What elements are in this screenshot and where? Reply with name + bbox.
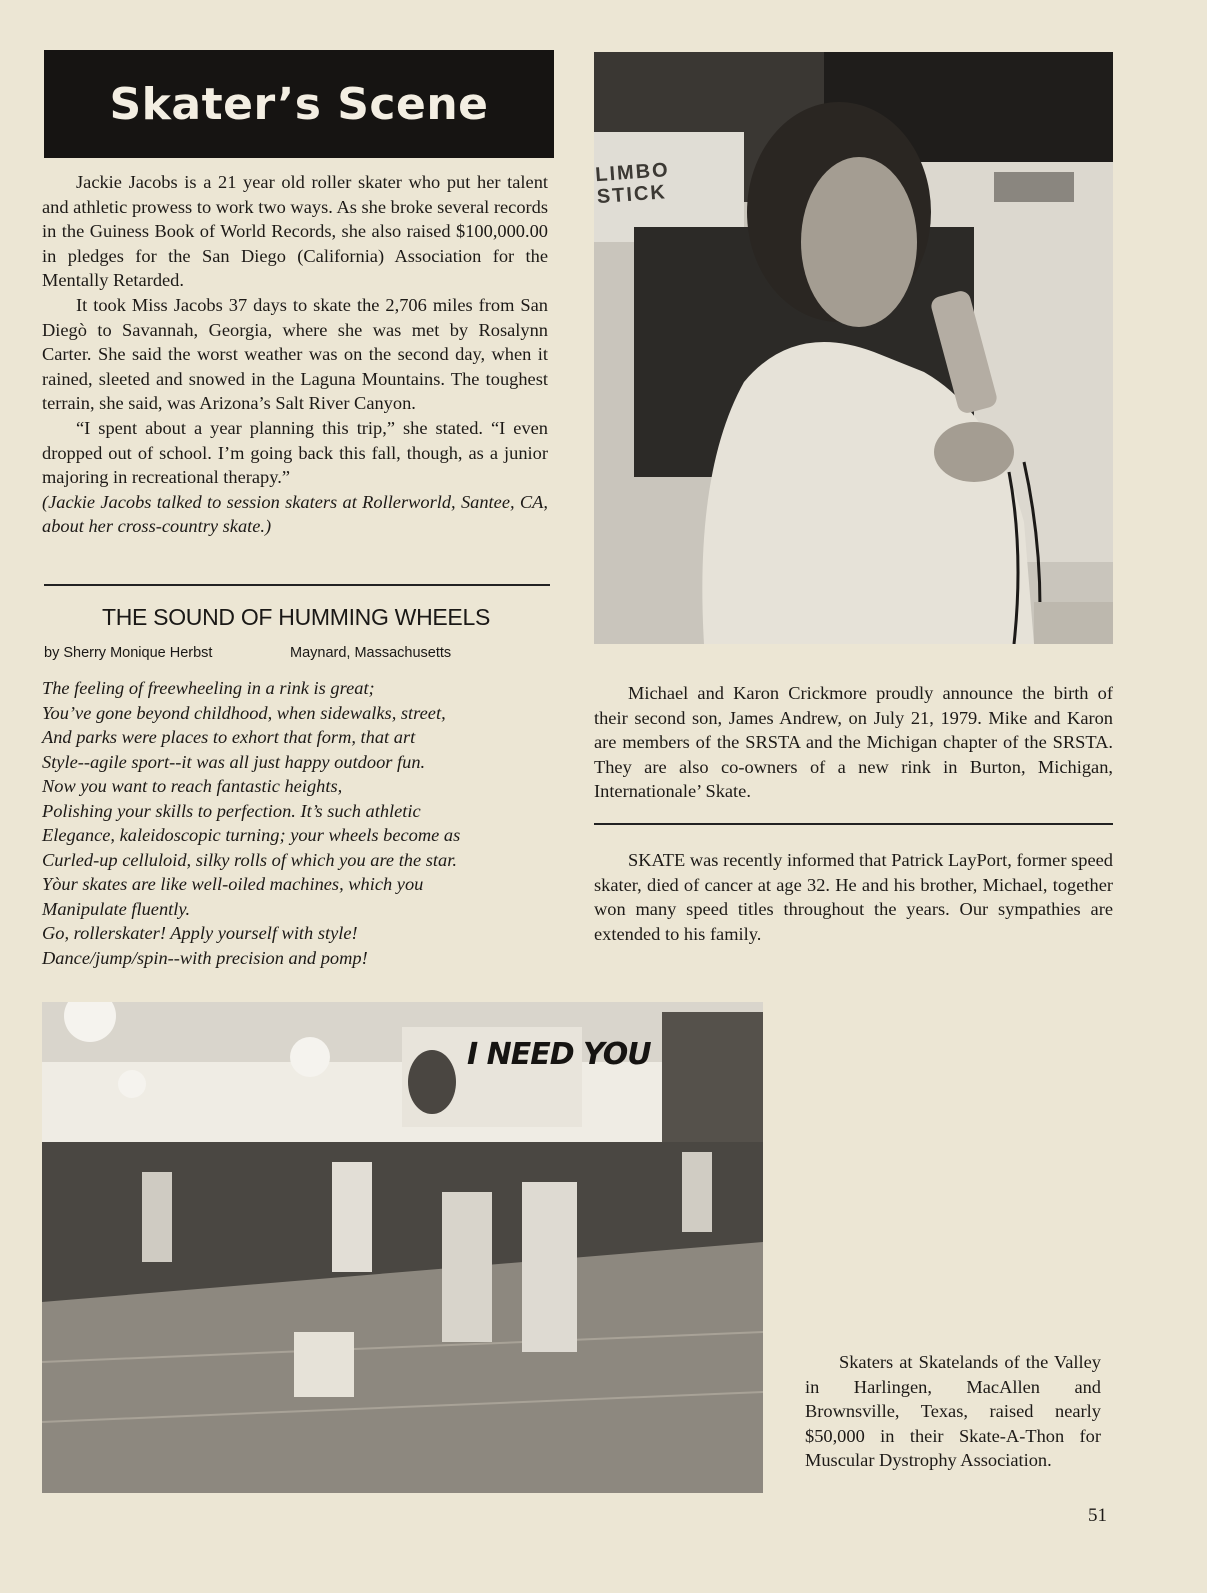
poem-line: Go, rollerskater! Apply yourself with style! — [42, 923, 358, 943]
photo-woman-microphone-image — [594, 52, 1113, 644]
poem-line: Yòur skates are like well-oiled machines, which you — [42, 874, 424, 894]
article-jackie-jacobs — [42, 170, 548, 539]
poem-line: Dance/jump/spin--with precision and pomp! — [42, 947, 368, 968]
poem-line: And parks were places to exhort that form, that art — [42, 727, 416, 747]
rink-caption: Skaters at Skatelands of the Valley in Harlingen, MacAllen and Brownsville, Texas, raised nearly $50,000 in their Skate-A-Thon for Muscular Dystrophy Association. — [805, 1352, 1101, 1471]
photo-roller-rink — [42, 1002, 763, 1493]
poem-line: Now you want to reach fantastic heights, — [42, 776, 343, 796]
article-caption: (Jackie Jacobs talked to session skaters at Rollerworld, Santee, CA, about her cross-country skate.) — [42, 491, 548, 537]
section-title: Skater’s Scene — [109, 78, 489, 130]
poem-line: You’ve gone beyond childhood, when sidewalks, street, — [42, 702, 446, 723]
poem-line: Polishing your skills to perfection. It’s such athletic — [42, 800, 421, 821]
poem-line: Style--agile sport--it was all just happy outdoor fun. — [42, 751, 426, 772]
photo-sign-text: LIMBO STICK — [594, 159, 671, 209]
poem-line: Curled-up celluloid, silky rolls of which you are the star. — [42, 849, 457, 870]
poem-line: Manipulate fluently. — [42, 898, 191, 919]
divider — [44, 584, 550, 586]
photo-roller-rink-image — [42, 1002, 763, 1493]
section-title-box — [44, 50, 554, 158]
divider — [594, 823, 1113, 825]
rink-banner-text: I NEED YOU — [467, 1037, 651, 1072]
article-paragraph: “I spent about a year planning this trip,” she stated. “I even dropped out of school. I’m going back this fall, though, as a junior majoring in recreational therapy.” — [42, 417, 548, 488]
article-paragraph: It took Miss Jacobs 37 days to skate the 2,706 miles from San Diegò to Savannah, Georgia, where she was met by Rosalynn Carter. She said the worst weather was on the second day, when it rained, sleeted and snowed in the Laguna Mountains. The toughest terrain, she said, was Arizona’s Salt River Canyon. — [42, 294, 548, 414]
article-paragraph: Jackie Jacobs is a 21 year old roller skater who put her talent and athletic prowess to work two ways. As she broke several records in the Guiness Book of World Records, she also raised $100,000.00 in pledges for the San Diego (California) Association for the Mentally Retarded. — [42, 172, 548, 291]
notice-birth: Michael and Karon Crickmore proudly announce the birth of their second son, James Andrew, on July 21, 1979. Mike and Karon are members of the SRSTA and the Michigan chapter of the SRSTA. They are also co-owners of a new rink in Burton, Michigan, Internationale’ Skate. — [594, 683, 1113, 802]
poem-author: by Sherry Monique Herbst — [44, 645, 213, 661]
page-number: 51 — [1088, 1505, 1107, 1526]
notice-death: SKATE was recently informed that Patrick LayPort, former speed skater, died of cancer at age 32. He and his brother, Michael, together won many speed titles throughout the years. Our sympathies are extended to his family. — [594, 850, 1113, 944]
photo-woman-microphone — [594, 52, 1113, 644]
poem-line: Elegance, kaleidoscopic turning; your wheels become as — [42, 825, 461, 845]
poem-body — [42, 676, 552, 970]
poem-line: The feeling of freewheeling in a rink is great; — [42, 678, 375, 698]
poem-title: THE SOUND OF HUMMING WHEELS — [101, 604, 491, 630]
poem-location: Maynard, Massachusetts — [290, 645, 452, 661]
